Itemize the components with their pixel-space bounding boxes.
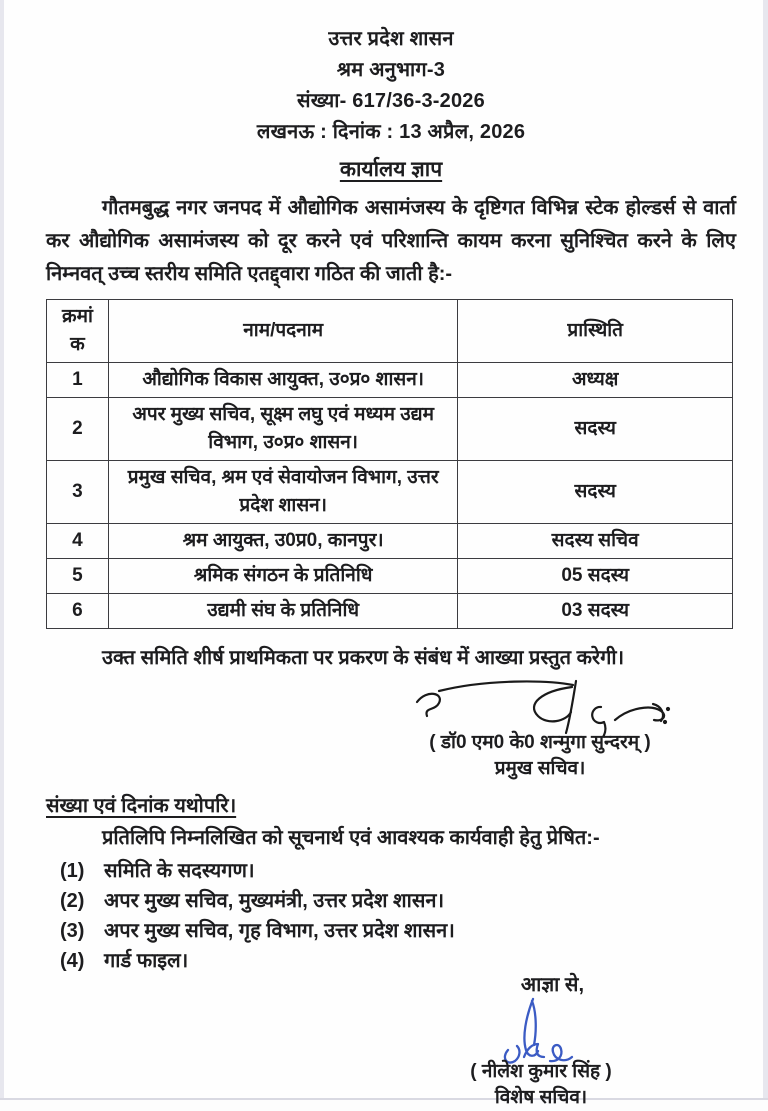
list-item <box>46 886 736 916</box>
cell-status: सदस्य <box>458 461 733 524</box>
memo-title <box>46 155 736 183</box>
cell-status: 05 सदस्य <box>458 559 733 594</box>
cell-sno: 3 <box>47 461 109 524</box>
committee-table <box>46 299 733 629</box>
cell-sno: 1 <box>47 363 109 398</box>
signature2-handwriting <box>495 995 587 1069</box>
list-item <box>46 856 736 886</box>
header-status: प्रास्थिति <box>458 300 733 363</box>
cell-name: औद्योगिक विकास आयुक्त, उ०प्र० शासन। <box>108 363 457 398</box>
table-row <box>47 594 733 629</box>
list-item <box>46 946 736 976</box>
letterhead <box>46 24 736 148</box>
place-and-date: लखनऊ : दिनांक : 13 अप्रैल, 2026 <box>256 121 526 143</box>
by-order-text: आज्ञा से, <box>520 974 584 996</box>
list-item-text: समिति के सदस्यगण। <box>104 860 255 882</box>
page-edge-left <box>0 0 4 1111</box>
header-serial: क्रमांक <box>47 300 109 363</box>
cell-name: श्रमिक संगठन के प्रतिनिधि <box>108 559 457 594</box>
cell-name: अपर मुख्य सचिव, सूक्ष्म लघु एवं मध्यम उद्यम विभाग, उ०प्र० शासन। <box>108 398 457 461</box>
list-item <box>46 916 736 946</box>
cell-status: अध्यक्ष <box>458 363 733 398</box>
table-row <box>47 363 733 398</box>
table-row <box>47 524 733 559</box>
signatory1-name: ( डॉ0 एम0 के0 शन्मुगा सुन्दरम् ) <box>429 732 651 753</box>
list-item-text: अपर मुख्य सचिव, मुख्यमंत्री, उत्तर प्रदेश शासन। <box>104 890 445 912</box>
table-row <box>47 461 733 524</box>
government-name: उत्तर प्रदेश शासन <box>328 28 454 50</box>
document-content <box>46 24 736 1111</box>
cell-sno: 2 <box>47 398 109 461</box>
section-name: श्रम अनुभाग-3 <box>336 59 446 81</box>
signatory1-block <box>380 676 700 782</box>
table-header-row <box>47 300 733 363</box>
cell-name: प्रमुख सचिव, श्रम एवं सेवायोजन विभाग, उत्तर प्रदेश शासन। <box>108 461 457 524</box>
list-item-text: गार्ड फाइल। <box>104 950 189 972</box>
intro-paragraph: गौतमबुद्ध नगर जनपद में औद्योगिक असामंजस्य के दृष्टिगत विभिन्न स्टेक होल्डर्स से वार्ता कर औद्योगिक असामंजस्य को दूर करने एवं परिशान्ति कायम करना सुनिश्चित करने के लिए निम्नवत् उच्च स्तरीय समिति एतद्द्वारा गठित की जाती है:- <box>46 197 736 285</box>
table-row <box>47 398 733 461</box>
list-item-number: (2) <box>60 890 85 912</box>
closing-line: उक्त समिति शीर्ष प्राथमिकता पर प्रकरण के संबंध में आख्या प्रस्तुत करेगी। <box>102 647 625 669</box>
header-name-designation: नाम/पदनाम <box>108 300 457 363</box>
cell-name: उद्यमी संघ के प्रतिनिधि <box>108 594 457 629</box>
cell-name: श्रम आयुक्त, उ0प्र0, कानपुर। <box>108 524 457 559</box>
signatory2-name: ( नीलेश कुमार सिंह ) <box>470 1061 612 1082</box>
cell-status: सदस्य <box>458 398 733 461</box>
signatory1-designation: प्रमुख सचिव। <box>494 758 586 779</box>
list-item-number: (4) <box>60 950 85 972</box>
cell-status: सदस्य सचिव <box>458 524 733 559</box>
cell-sno: 5 <box>47 559 109 594</box>
list-item-text: अपर मुख्य सचिव, गृह विभाग, उत्तर प्रदेश शासन। <box>104 920 455 942</box>
cell-sno: 6 <box>47 594 109 629</box>
signatory2-designation: विशेष सचिव। <box>494 1087 588 1108</box>
signature1-handwriting <box>405 676 675 736</box>
cell-sno: 4 <box>47 524 109 559</box>
letter-number: संख्या- 617/36-3-2026 <box>297 90 485 112</box>
reference-line: संख्या एवं दिनांक यथोपरि। <box>46 795 237 817</box>
signatory2-block <box>426 997 656 1111</box>
copy-forwarding-line: प्रतिलिपि निम्नलिखित को सूचनार्थ एवं आवश्यक कार्यवाही हेतु प्रेषित:- <box>102 827 600 849</box>
memo-title-text: कार्यालय ज्ञाप <box>339 158 443 181</box>
page-edge-right <box>763 0 768 1111</box>
cell-status: 03 सदस्य <box>458 594 733 629</box>
table-row <box>47 559 733 594</box>
distribution-list <box>46 856 736 976</box>
list-item-number: (3) <box>60 920 85 942</box>
list-item-number: (1) <box>60 860 85 882</box>
